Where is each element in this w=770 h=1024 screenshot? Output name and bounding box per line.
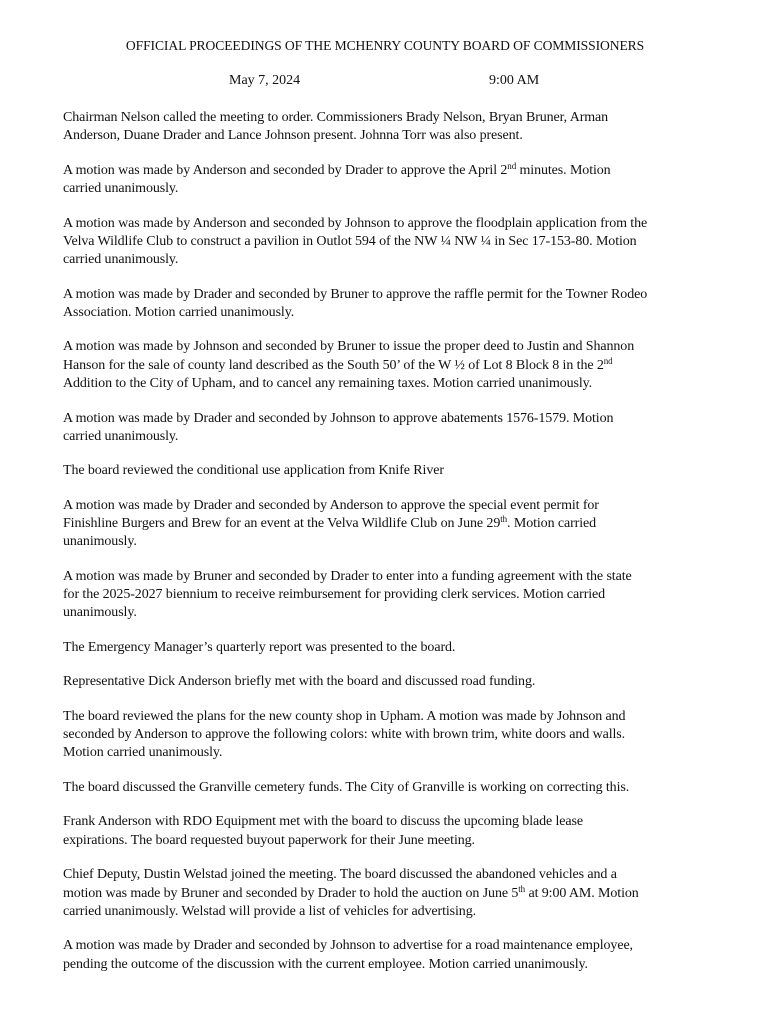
paragraph-blade-lease: [63, 813, 713, 850]
text-line: A motion was made by Anderson and seconded by Johnson to approve the floodplain application from the: [63, 215, 648, 231]
paragraph-special-event: [63, 497, 713, 552]
paragraph-road-funding: [63, 673, 713, 691]
text-fragment: motion was made by Bruner and seconded by Drader to hold the auction on June 5: [63, 885, 519, 901]
text-line: Chairman Nelson called the meeting to order. Commissioners Brady Nelson, Bryan Bruner, Arman: [63, 110, 609, 125]
minutes-body: [63, 109, 713, 990]
text-fragment: A motion was made by Anderson and seconded by Drader to approve the April 2: [63, 162, 508, 178]
paragraph-cemetery-funds: [63, 779, 713, 797]
text-fragment: Hanson for the sale of county land described as the South 50’ of the W ½ of Lot 8 Block 8 in the 2: [63, 357, 604, 373]
paragraph-road-maintenance: [63, 937, 713, 974]
text-line: [63, 357, 713, 375]
text-line: A motion was made by Drader and seconded by Johnson to advertise for a road maintenance employee,: [63, 938, 633, 954]
text-line: unanimously.: [63, 534, 137, 550]
paragraph-floodplain: [63, 215, 713, 270]
text-line: carried unanimously.: [63, 428, 179, 444]
text-line: Chief Deputy, Dustin Welstad joined the meeting. The board discussed the abandoned vehicles and a: [63, 867, 617, 883]
text-line: [63, 515, 713, 533]
paragraph-emergency-manager: [63, 639, 713, 657]
paragraph-deed: [63, 338, 713, 393]
text-fragment: minutes. Motion: [516, 162, 611, 178]
paragraph-abatements: [63, 410, 713, 447]
paragraph-call-to-order: [63, 109, 713, 146]
text-line: pending the outcome of the discussion with the current employee. Motion carried unanimously.: [63, 956, 588, 972]
text-line: A motion was made by Drader and seconded by Anderson to approve the special event permit for: [63, 497, 599, 513]
text-line: [63, 885, 713, 903]
text-line: for the 2025-2027 biennium to receive reimbursement for providing clerk services. Motion carried: [63, 587, 606, 603]
text-line: A motion was made by Drader and seconded by Johnson to approve abatements 1576-1579. Motion: [63, 410, 614, 426]
ordinal-suffix: th: [518, 883, 526, 894]
text-line: A motion was made by Johnson and seconded by Bruner to issue the proper deed to Justin and Shannon: [63, 339, 635, 355]
text-line: Representative Dick Anderson briefly met with the board and discussed road funding.: [63, 674, 536, 690]
text-line: expirations. The board requested buyout paperwork for their June meeting.: [63, 832, 475, 848]
text-line: Frank Anderson with RDO Equipment met with the board to discuss the upcoming blade lease: [63, 814, 584, 830]
meeting-date: May 7, 2024: [229, 73, 301, 88]
text-line: carried unanimously.: [63, 181, 179, 197]
text-line: The board reviewed the plans for the new county shop in Upham. A motion was made by Johnson and: [63, 708, 626, 724]
text-line: carried unanimously.: [63, 252, 179, 268]
text-line: unanimously.: [63, 605, 137, 621]
text-line: A motion was made by Drader and seconded by Bruner to approve the raffle permit for the Towner Rodeo: [63, 286, 648, 302]
document-title: OFFICIAL PROCEEDINGS OF THE MCHENRY COUNTY BOARD OF COMMISSIONERS: [125, 38, 645, 53]
text-line: The board discussed the Granville cemetery funds. The City of Granville is working on correcting this.: [63, 779, 630, 795]
paragraph-abandoned-vehicles: [63, 866, 713, 921]
paragraph-raffle-permit: [63, 286, 713, 323]
ordinal-suffix: nd: [603, 355, 613, 366]
text-line: Addition to the City of Upham, and to cancel any remaining taxes. Motion carried unanimously.: [63, 376, 593, 392]
ordinal-suffix: nd: [507, 160, 517, 171]
paragraph-funding-agreement: [63, 568, 713, 623]
text-line: carried unanimously. Welstad will provide a list of vehicles for advertising.: [63, 903, 477, 919]
text-line: The Emergency Manager’s quarterly report was presented to the board.: [63, 639, 456, 655]
paragraph-minutes-approval: [63, 162, 713, 199]
text-fragment: Finishline Burgers and Brew for an event at the Velva Wildlife Club on June 29: [63, 516, 501, 532]
meeting-time: 9:00 AM: [489, 73, 540, 88]
paragraph-conditional-use: [63, 462, 713, 480]
text-fragment: . Motion carried: [507, 516, 597, 532]
ordinal-suffix: th: [500, 514, 508, 525]
text-line: A motion was made by Bruner and seconded by Drader to enter into a funding agreement with the state: [63, 568, 632, 584]
text-line: Association. Motion carried unanimously.: [63, 304, 295, 320]
text-line: The board reviewed the conditional use application from Knife River: [63, 463, 444, 479]
text-line: Anderson, Duane Drader and Lance Johnson present. Johnna Torr was also present.: [63, 128, 523, 144]
text-line: [63, 162, 713, 180]
text-line: Motion carried unanimously.: [63, 745, 223, 761]
text-line: seconded by Anderson to approve the following colors: white with brown trim, white doors and walls.: [63, 727, 626, 743]
text-line: Velva Wildlife Club to construct a pavilion in Outlot 594 of the NW ¼ NW ¼ in Sec 17-153-80. Motion: [63, 233, 637, 249]
paragraph-county-shop: [63, 708, 713, 763]
text-fragment: at 9:00 AM. Motion: [525, 885, 639, 901]
